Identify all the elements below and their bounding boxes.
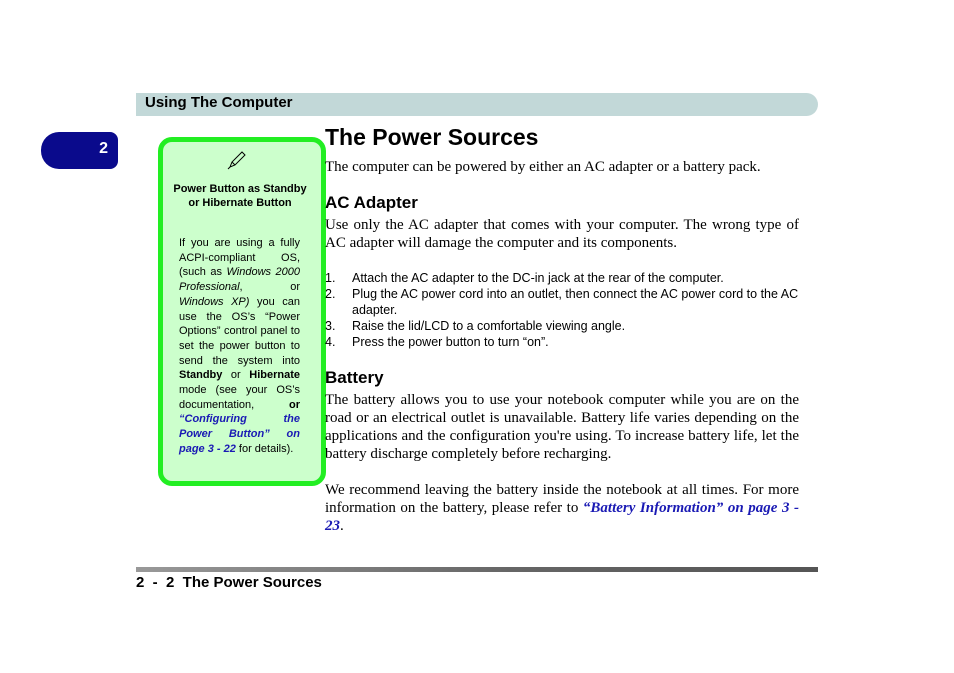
ac-adapter-steps (325, 270, 799, 350)
intro-text: The computer can be powered by either an AC adapter or a battery pack. (325, 159, 761, 175)
battery-heading: Battery (325, 368, 384, 387)
page-title: The Power Sources (325, 124, 539, 150)
footer-page-label: 2 - 2 The Power Sources (136, 574, 322, 591)
header-title: Using The Computer (145, 94, 293, 111)
sidebar-text: If you are using a fully ACPI-compliant OS, (such as Windows 2000 Professional, or Windows XP) you can use the OS’s “Power Options” control panel to set the power button to send the system into Standby or Hibernate mode (see your OS’s documentation, or “Configuring the Power Button” on page 3 - 22 for details). (179, 237, 300, 455)
header-bar (136, 93, 818, 116)
sidebar-title: Power Button as Standby or Hibernate Button (173, 183, 307, 209)
chapter-number: 2 (99, 140, 108, 157)
battery-information-link[interactable]: “Battery Information” on page 3 - 23 (325, 500, 799, 534)
configuring-power-button-link[interactable]: “Configuring the Power Button” on page 3 - 22 (179, 413, 300, 455)
battery-text: The battery allows you to use your notebook computer while you are on the road or an electrical outlet is unavailable. Battery life varies depending on the applications and the configuration you're using. To increase battery life, let the battery discharge completely before recharging. (325, 392, 799, 462)
list-item: 1. Attach the AC adapter to the DC-in jack at the rear of the computer. (325, 271, 724, 285)
battery-recommendation: We recommend leaving the battery inside the notebook at all times. For more information on the battery, please refer to “Battery Information” on page 3 - 23. (325, 482, 799, 534)
chapter-tab[interactable] (41, 132, 118, 169)
ac-adapter-text: Use only the AC adapter that comes with your computer. The wrong type of AC adapter will damage the computer and its components. (325, 217, 799, 251)
list-item: 4. Press the power button to turn “on”. (325, 335, 549, 349)
sidebar-note (158, 137, 326, 486)
ac-adapter-heading: AC Adapter (325, 193, 418, 212)
list-item: 2. Plug the AC power cord into an outlet, then connect the AC power cord to the AC adapter. (325, 287, 799, 317)
pencil-icon (227, 150, 247, 170)
footer-divider (136, 567, 818, 572)
list-item: 3. Raise the lid/LCD to a comfortable viewing angle. (325, 319, 626, 333)
